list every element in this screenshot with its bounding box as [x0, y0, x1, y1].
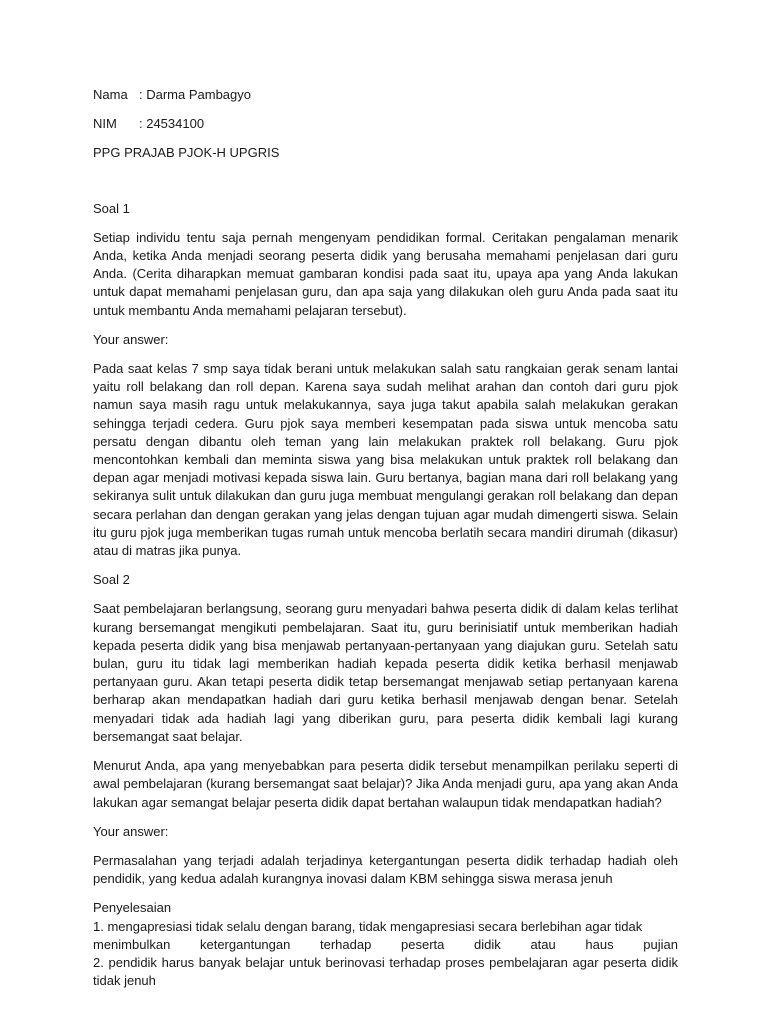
solution-item-2: 2. pendidik harus banyak belajar untuk berinovasi terhadap proses pembelajaran agar peserta didik tidak jenuh [93, 954, 678, 989]
soal2-context: Saat pembelajaran berlangsung, seorang guru menyadari bahwa peserta didik di dalam kelas terlihat kurang bersemangat mengikuti pembelajaran. Saat itu, guru berinisiatif untuk memberikan hadiah kepada peserta didik yang bisa menjawab pertanyaan-pertanyaan yang diajukan guru. Setelah satu bulan, guru itu tidak lagi memberikan hadiah kepada peserta didik ketika berhasil menjawab pertanyaan guru. Akan tetapi peserta didik tetap bersemangat menjawab setiap pertanyaan karena berharap akan mendapatkan hadiah dari guru ketika berhasil menjawab dengan benar. Setelah menyadari tidak ada hadiah lagi yang diberikan guru, para peserta didik kembali lagi kurang bersemangat saat belajar. [93, 601, 678, 744]
soal1-answer-label: Your answer: [93, 331, 169, 347]
solution-title: Penyelesaian [93, 900, 172, 916]
soal1-answer: Pada saat kelas 7 smp saya tidak berani untuk melakukan salah satu rangkaian gerak senam lantai yaitu roll belakang dan roll depan. Karena saya sudah melihat arahan dan contoh dari guru pjok namun saya masih ragu untuk melakukannya, saya juga takut apabila salah melakukan gerakan sehingga terjadi cedera. Guru pjok saya memberi kesempatan pada siswa untuk mencoba satu persatu dengan dibantu oleh teman yang lain melakukan praktek roll belakang. Guru pjok mencontohkan kembali dan meminta siswa yang bisa melakukan untuk praktek roll belakang dan depan agar menjadi motivasi kepada siswa lain. Guru bertanya, bagian mana dari roll belakang yang sekiranya sulit untuk dilakukan dan guru juga membuat mengulangi gerakan roll belakang dan depan secara perlahan dan dengan gerakan yang jelas dengan tujuan agar mudah dimengerti siswa. Selain itu guru pjok juga memberikan tugas rumah untuk mencoba berlatih secara mandiri dirumah (dikasur) atau di matras jika punya. [93, 361, 678, 559]
nim-row [93, 115, 678, 133]
soal1-title: Soal 1 [93, 200, 130, 216]
program-line: PPG PRAJAB PJOK-H UPGRIS [93, 145, 280, 161]
name-label: Nama [93, 87, 128, 102]
solution-item-1a: 1. mengapresiasi tidak selalu dengan barang, tidak mengapresiasi secara berlebihan agar tidak [93, 918, 643, 934]
soal2-answer: Permasalahan yang terjadi adalah terjadinya ketergantungan peserta didik terhadap hadiah oleh pendidik, yang kedua adalah kurangnya inovasi dalam KBM sehingga siswa merasa jenuh [93, 852, 678, 887]
nim-label: NIM [93, 116, 117, 132]
soal2-answer-label: Your answer: [93, 823, 169, 839]
solution-block [93, 899, 678, 990]
soal1-question: Setiap individu tentu saja pernah mengenyam pendidikan formal. Ceritakan pengalaman menarik Anda, ketika Anda menjadi seorang peserta didik yang berusaha memahami penjelasan dari guru Anda. (Cerita diharapkan memuat gambaran kondisi pada saat itu, upaya apa yang Anda lakukan untuk dapat memahami penjelasan guru, dan apa saja yang dilakukan oleh guru Anda pada saat itu untuk membantu Anda memahami pelajaran tersebut). [93, 229, 678, 318]
nim-value: : 24534100 [139, 116, 205, 132]
solution-item-1b: menimbulkan ketergantungan terhadap peserta didik atau haus pujian [93, 936, 678, 952]
name-row [93, 86, 678, 104]
spacer [93, 174, 678, 200]
soal2-question: Menurut Anda, apa yang menyebabkan para peserta didik tersebut menampilkan perilaku seperti di awal pembelajaran (kurang bersemangat saat belajar)? Jika Anda menjadi guru, apa yang akan Anda lakukan agar semangat belajar peserta didik dapat bertahan walaupun tidak mendapatkan hadiah? [93, 758, 678, 810]
soal2-title: Soal 2 [93, 572, 130, 588]
name-value: : Darma Pambagyo [139, 87, 251, 102]
